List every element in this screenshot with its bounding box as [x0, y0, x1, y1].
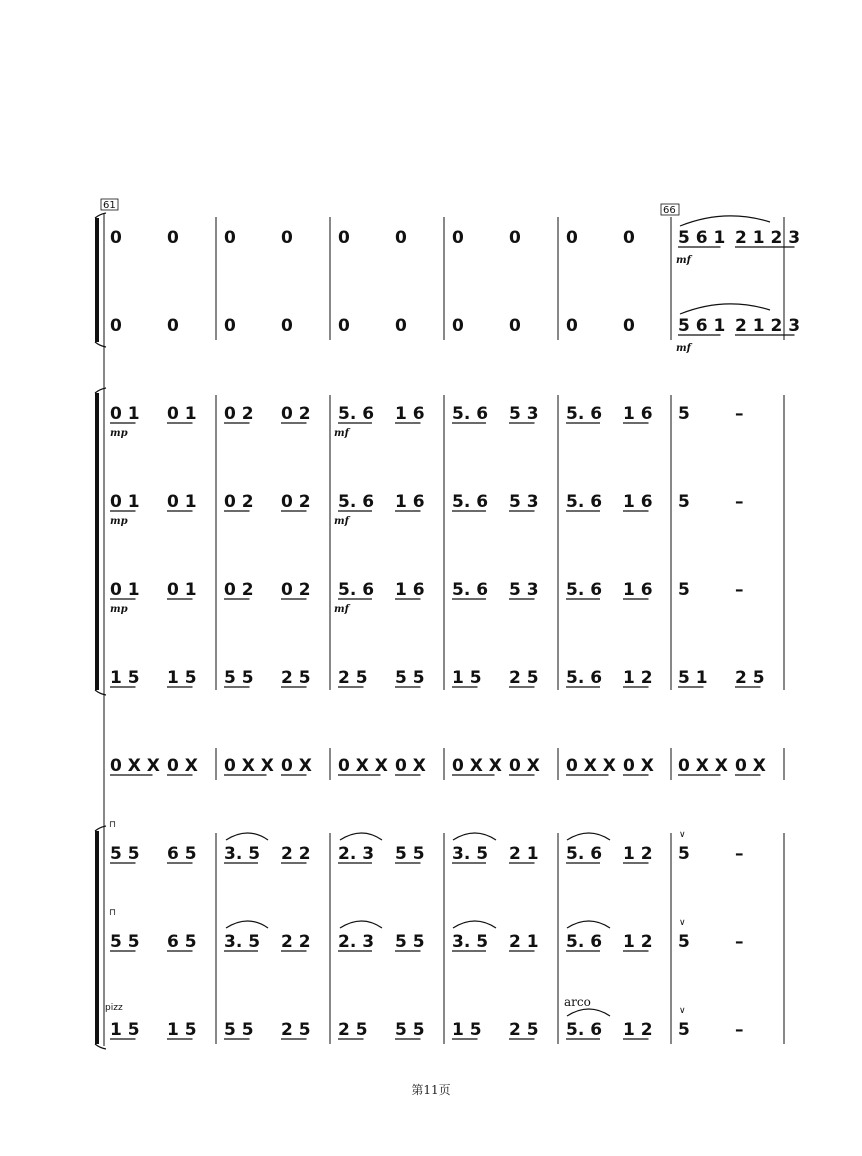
note-beat: 5 3 [509, 404, 539, 424]
note-beat: 5. 6 [338, 404, 375, 424]
note-beat: 1 2 [623, 932, 653, 952]
slur [567, 1009, 610, 1016]
note-beat: 1 5 [167, 1020, 197, 1040]
note-beat: 0 2 [281, 580, 311, 600]
dynamic-mf: mf [334, 516, 349, 527]
note-beat: 0 2 [224, 580, 254, 600]
note-beat: 1 2 [623, 1020, 653, 1040]
arco-marking: arco [564, 995, 591, 1009]
note-beat: 5. 6 [566, 1020, 603, 1040]
slur [453, 833, 496, 840]
note-beat: 0 X X [566, 756, 616, 776]
dynamic-mp: mp [110, 428, 128, 439]
dynamic-mp: mp [110, 516, 128, 527]
note-beat: 5 5 [224, 1020, 254, 1040]
note-beat: 3. 5 [452, 932, 489, 952]
note-beat: 0 X [167, 756, 198, 776]
note-beat: 0 [509, 228, 521, 248]
annotations [105, 216, 770, 1016]
note-beat: 5 1 [678, 668, 708, 688]
note-beat: 0 [509, 316, 521, 336]
rehearsal-mark-61-text: 61 [103, 200, 116, 211]
note-beat: 1 6 [395, 492, 425, 512]
note-beat: 0 [452, 316, 464, 336]
note-beat: 1 5 [167, 668, 197, 688]
note-beat: – [735, 932, 744, 952]
note-beat: 0 [395, 228, 407, 248]
dynamic-mf: mf [676, 255, 691, 266]
note-beat: 5 [678, 404, 690, 424]
note-beat: 0 1 [167, 580, 197, 600]
note-beat: 1 6 [623, 580, 653, 600]
note-beat: 5 6 1 [678, 316, 726, 336]
note-beat: 0 X X [110, 756, 160, 776]
note-beat: 1 5 [452, 1020, 482, 1040]
note-beat: 0 2 [281, 404, 311, 424]
note-beat: 0 [338, 228, 350, 248]
note-beat: 2 5 [509, 668, 539, 688]
note-beat: 0 2 [224, 404, 254, 424]
note-beat: – [735, 844, 744, 864]
rehearsal-mark-66-text: 66 [663, 205, 676, 216]
note-beat: 0 [566, 316, 578, 336]
slur [680, 304, 770, 314]
note-beat: 5 5 [110, 844, 140, 864]
slur [226, 921, 268, 928]
note-beat: 5. 6 [566, 492, 603, 512]
note-beat: 0 [566, 228, 578, 248]
notation [110, 228, 800, 1040]
note-beat: 0 [281, 228, 293, 248]
note-beat: 0 2 [281, 492, 311, 512]
note-beat: 0 [167, 228, 179, 248]
note-beat: 1 6 [395, 580, 425, 600]
note-beat: 0 [110, 316, 122, 336]
note-beat: 0 [623, 228, 635, 248]
note-beat: 5. 6 [452, 492, 489, 512]
rehearsal-mark-66 [661, 204, 679, 216]
note-beat: 0 2 [224, 492, 254, 512]
note-beat: 1 6 [623, 492, 653, 512]
note-beat: 2 2 [281, 844, 311, 864]
note-beat: 0 [224, 316, 236, 336]
note-beat: 5. 6 [338, 492, 375, 512]
slur [226, 833, 268, 840]
note-beat: 0 X X [338, 756, 388, 776]
dynamic-mf: mf [334, 604, 349, 615]
note-beat: 5. 6 [566, 932, 603, 952]
note-beat: 5 3 [509, 492, 539, 512]
note-beat: 5. 6 [566, 580, 603, 600]
note-beat: 3. 5 [224, 844, 261, 864]
note-beat: 0 [623, 316, 635, 336]
note-beat: 5. 6 [452, 580, 489, 600]
note-beat: 0 1 [110, 404, 140, 424]
note-beat: 2. 3 [338, 844, 375, 864]
slur [680, 216, 770, 226]
note-beat: 0 [395, 316, 407, 336]
barlines [216, 217, 784, 1044]
note-beat: 2 1 [509, 932, 539, 952]
note-beat: 0 [452, 228, 464, 248]
slur [567, 921, 610, 928]
note-beat: 1 6 [623, 404, 653, 424]
note-beat: 0 1 [167, 404, 197, 424]
note-beat: 6 5 [167, 844, 197, 864]
note-beat: 2 5 [509, 1020, 539, 1040]
note-beat: – [735, 492, 744, 512]
note-beat: 1 6 [395, 404, 425, 424]
note-beat: 2 5 [338, 668, 368, 688]
note-beat: 5 3 [509, 580, 539, 600]
slur [453, 921, 496, 928]
note-beat: 5 [678, 492, 690, 512]
note-beat: 2 5 [338, 1020, 368, 1040]
note-beat: 0 [338, 316, 350, 336]
note-beat: 5 [678, 844, 690, 864]
note-beat: 5. 6 [566, 404, 603, 424]
slur [567, 833, 610, 840]
dynamic-mp: mp [110, 604, 128, 615]
note-beat: 2 2 [281, 932, 311, 952]
note-beat: 2 5 [281, 668, 311, 688]
note-beat: 0 X [281, 756, 312, 776]
note-beat: 0 X [735, 756, 766, 776]
note-beat: 0 1 [110, 492, 140, 512]
note-beat: 5 [678, 580, 690, 600]
note-beat: 1 5 [110, 1020, 140, 1040]
note-beat: – [735, 580, 744, 600]
note-beat: 2 1 [509, 844, 539, 864]
note-beat: 5. 6 [566, 668, 603, 688]
note-beat: 6 5 [167, 932, 197, 952]
note-beat: 2 5 [735, 668, 765, 688]
upbow-mark: ∨ [679, 830, 686, 840]
note-beat: 5 5 [395, 932, 425, 952]
note-beat: 0 X [395, 756, 426, 776]
note-beat: 5. 6 [338, 580, 375, 600]
note-beat: 5. 6 [566, 844, 603, 864]
note-beat: 3. 5 [452, 844, 489, 864]
note-beat: 3. 5 [224, 932, 261, 952]
note-beat: 0 X [509, 756, 540, 776]
note-beat: 5 [678, 932, 690, 952]
note-beat: 1 5 [110, 668, 140, 688]
note-beat: 2. 3 [338, 932, 375, 952]
note-beat: 5 5 [395, 668, 425, 688]
rehearsal-mark-61 [101, 199, 118, 211]
note-beat: 2 1 2 3 [735, 228, 801, 248]
note-beat: 0 X X [224, 756, 274, 776]
system-brackets [95, 213, 106, 1049]
note-beat: 1 5 [452, 668, 482, 688]
slur [340, 921, 382, 928]
note-beat: 2 1 2 3 [735, 316, 801, 336]
downbow-mark: ⊓ [109, 820, 117, 830]
note-beat: – [735, 1020, 744, 1040]
note-beat: 0 X X [678, 756, 728, 776]
note-beat: 0 1 [167, 492, 197, 512]
note-beat: 0 [281, 316, 293, 336]
note-beat: 1 2 [623, 844, 653, 864]
note-beat: 5. 6 [452, 404, 489, 424]
note-beat: 0 [167, 316, 179, 336]
dynamic-mf: mf [334, 428, 349, 439]
note-beat: 5 5 [395, 1020, 425, 1040]
note-beat: – [735, 404, 744, 424]
slur [340, 833, 382, 840]
note-beat: 1 2 [623, 668, 653, 688]
note-beat: 0 X [623, 756, 654, 776]
note-beat: 2 5 [281, 1020, 311, 1040]
note-beat: 5 5 [110, 932, 140, 952]
dynamic-mf: mf [676, 343, 691, 354]
note-beat: 5 6 1 [678, 228, 726, 248]
note-beat: 0 [110, 228, 122, 248]
note-beat: 5 [678, 1020, 690, 1040]
downbow-mark: ⊓ [109, 908, 117, 918]
note-beat: 5 5 [224, 668, 254, 688]
pizz-marking: pizz [105, 1003, 123, 1013]
upbow-mark: ∨ [679, 918, 686, 928]
note-beat: 0 [224, 228, 236, 248]
note-beat: 5 5 [395, 844, 425, 864]
note-beat: 0 1 [110, 580, 140, 600]
upbow-mark: ∨ [679, 1006, 686, 1016]
note-beat: 0 X X [452, 756, 502, 776]
page-number: 第11页 [411, 1083, 451, 1097]
